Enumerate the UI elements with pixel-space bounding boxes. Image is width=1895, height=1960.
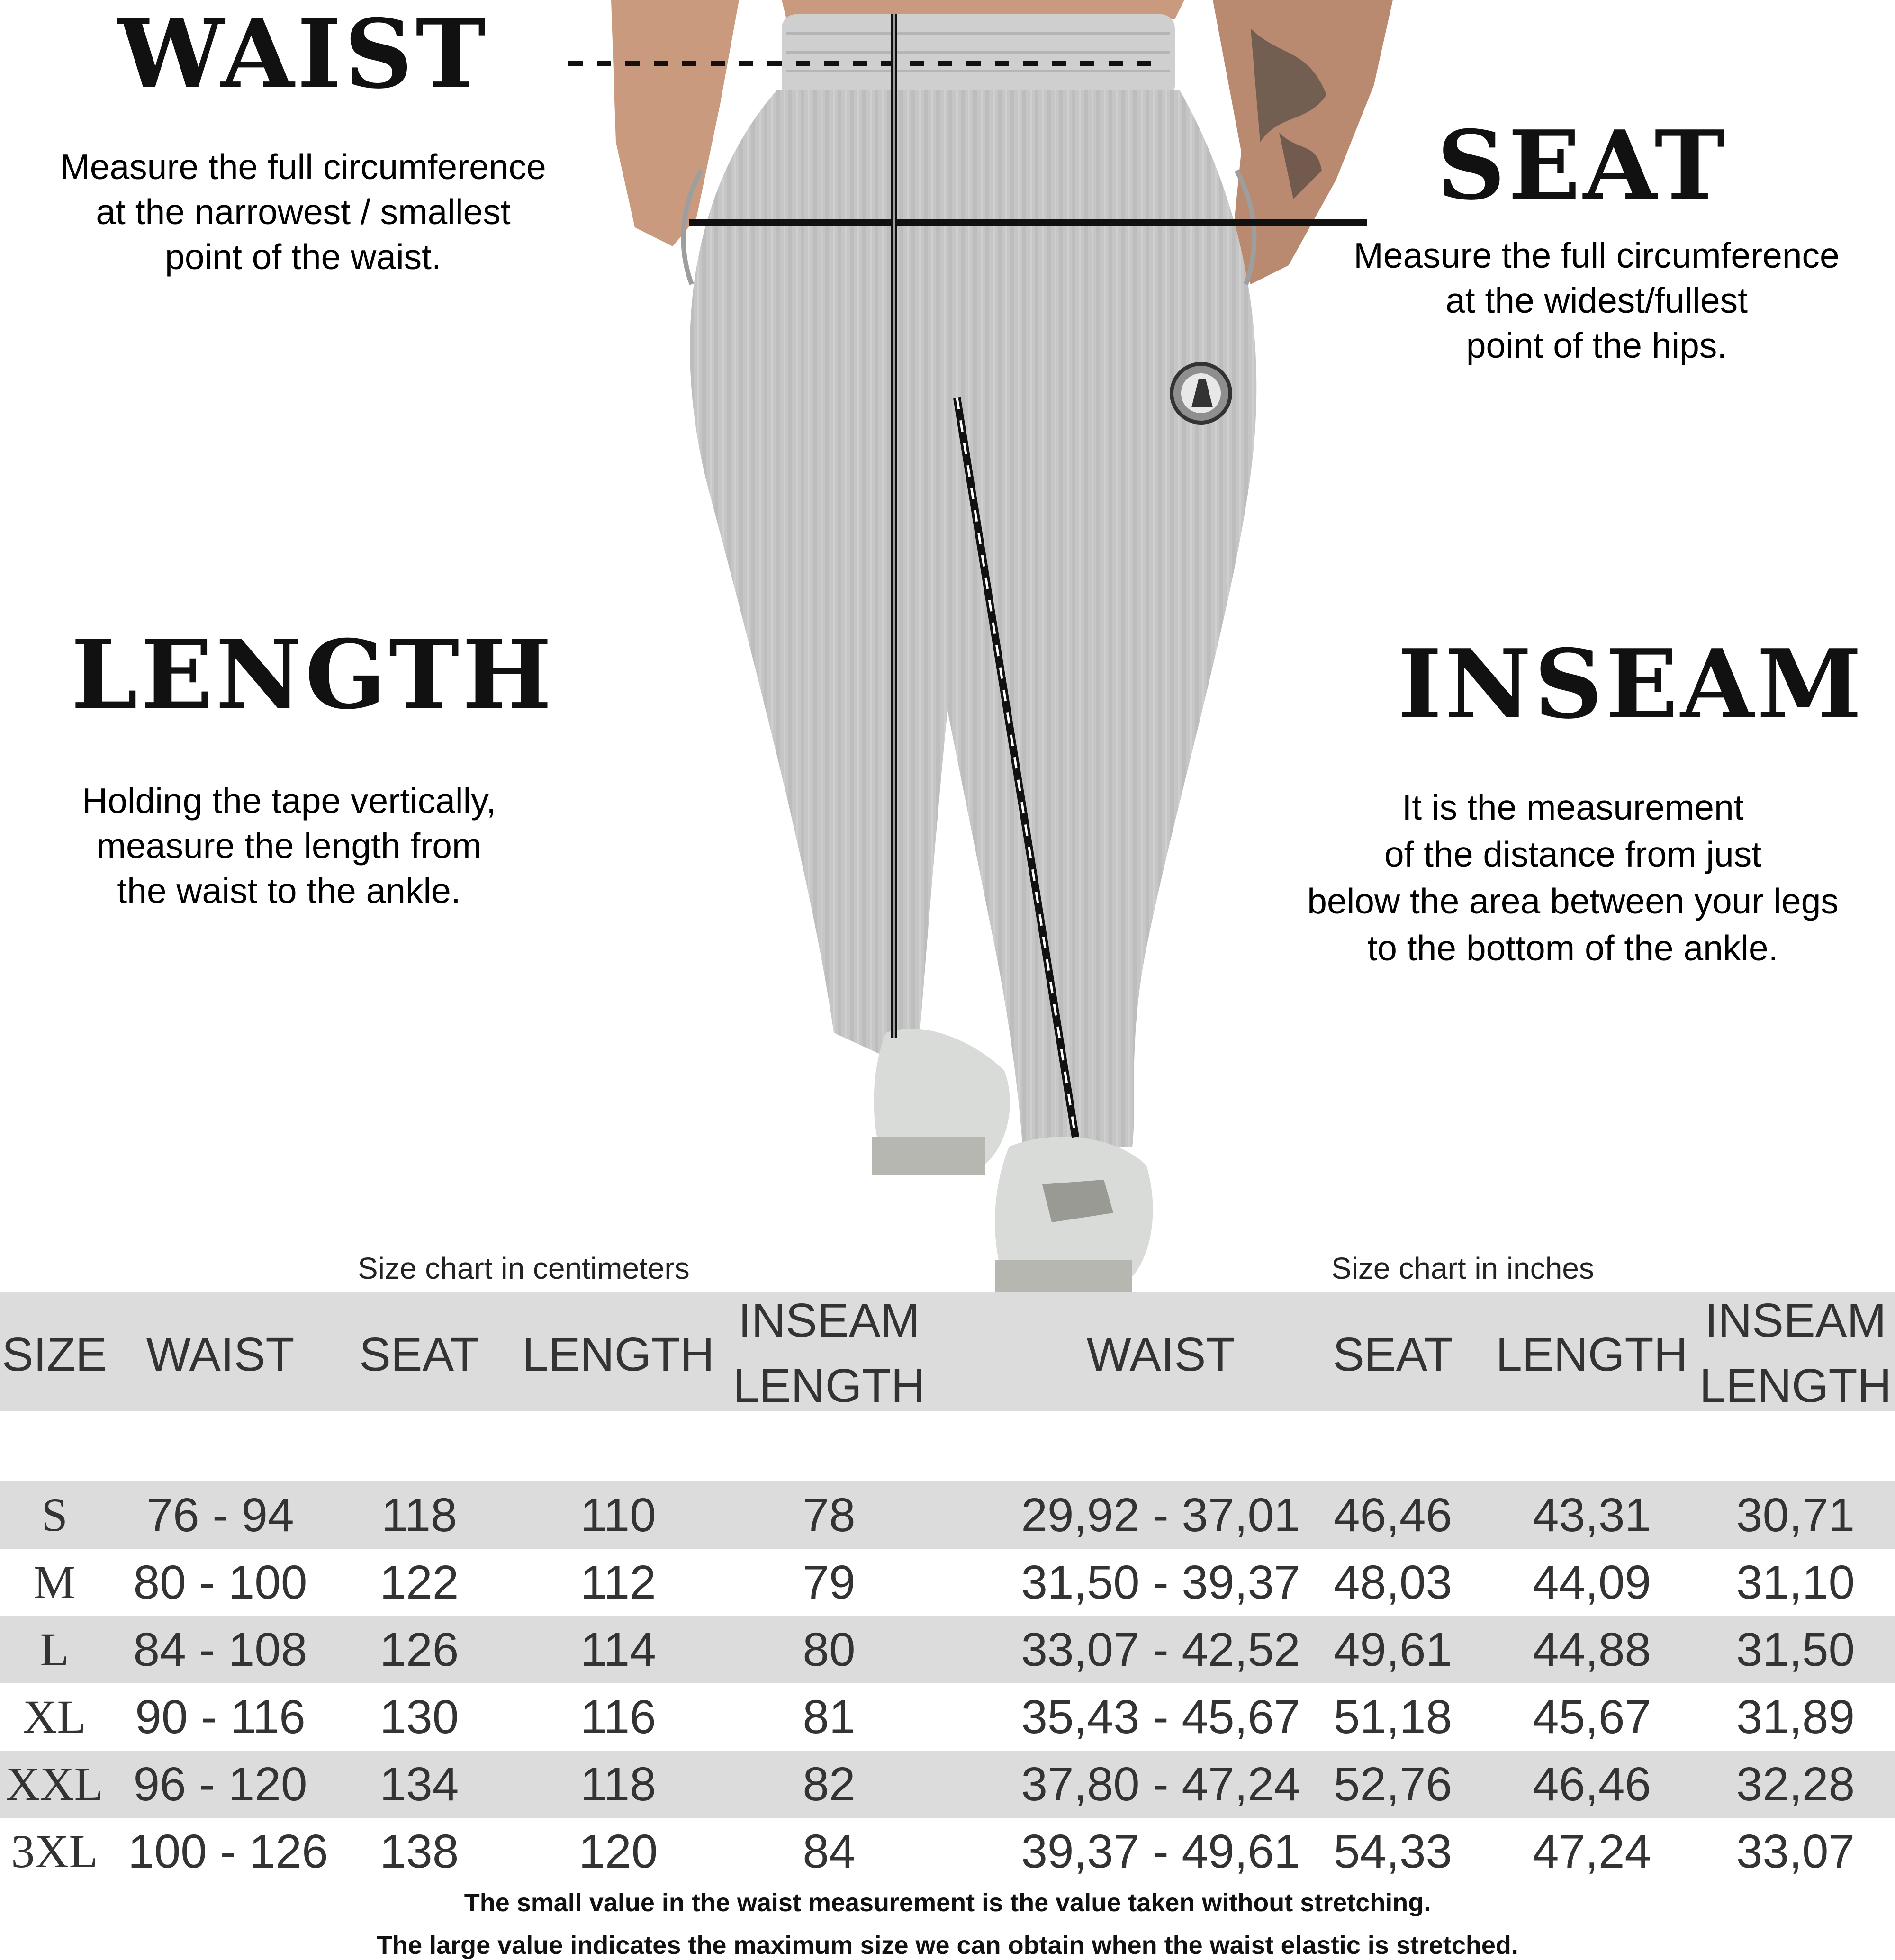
header-seat-in: SEAT [1333,1328,1453,1381]
cell-inseam-in: 31,50 [1736,1623,1855,1676]
cell-size: XXL [6,1758,103,1810]
cell-inseam-in: 30,71 [1736,1489,1855,1542]
cell-inseam-cm: 84 [803,1825,856,1878]
cell-waist-in: 29,92 - 37,01 [1021,1489,1300,1542]
cell-waist-cm: 100 - 126 [128,1825,328,1878]
seat-description [1298,233,1895,368]
header-waist-in: WAIST [1086,1328,1235,1381]
seat-desc-line: Measure the full circumference [1354,235,1840,275]
cell-length-cm: 118 [580,1758,656,1811]
cell-waist-cm: 84 - 108 [133,1623,307,1676]
header-inseam-line: INSEAM [738,1294,920,1347]
inseam-desc-line: to the bottom of the ankle. [1367,928,1778,968]
length-desc-line: measure the length from [96,826,482,866]
cell-inseam-in: 31,10 [1736,1556,1855,1609]
cell-seat-cm: 134 [379,1758,459,1811]
cell-size: XL [23,1690,86,1743]
cell-length-in: 44,88 [1532,1623,1651,1676]
seat-desc-line: point of the hips. [1466,325,1727,365]
cell-waist-cm: 90 - 116 [135,1690,306,1743]
header-seat-cm: SEAT [359,1328,479,1381]
cell-size: M [33,1556,76,1608]
inseam-description [1260,784,1886,972]
cell-length-cm: 120 [578,1825,658,1878]
cell-seat-cm: 138 [379,1825,459,1878]
cell-waist-cm: 96 - 120 [133,1758,307,1811]
cell-seat-in: 52,76 [1333,1758,1453,1811]
inseam-desc-line: below the area between your legs [1307,881,1839,921]
cell-waist-in: 39,37 - 49,61 [1021,1825,1300,1878]
cell-seat-in: 46,46 [1333,1489,1453,1542]
header-waist-cm: WAIST [146,1328,295,1381]
footnote-large-value: The large value indicates the maximum size we can obtain when the waist elastic is stretched. [377,1931,1518,1960]
waist-desc-line: Measure the full circumference [60,147,546,187]
seat-title: SEAT [1437,110,1728,221]
inseam-desc-line: of the distance from just [1384,834,1762,874]
table-row [0,1616,1895,1683]
header-inseam-in [1696,1288,1895,1418]
table-row [0,1549,1895,1616]
cell-inseam-cm: 80 [803,1623,856,1676]
cell-seat-cm: 118 [381,1489,457,1542]
cell-length-in: 46,46 [1532,1758,1651,1811]
table-row [0,1481,1895,1549]
header-length-cm: LENGTH [522,1328,714,1381]
header-size: SIZE [1,1328,108,1381]
cell-length-cm: 114 [580,1623,656,1676]
header-inseam-cm [725,1288,933,1418]
header-inseam-line: INSEAM [1705,1294,1886,1347]
cell-length-cm: 110 [580,1489,656,1542]
waist-description [0,145,606,280]
length-description [0,778,578,913]
waist-desc-line: point of the waist. [165,237,442,277]
cell-length-in: 47,24 [1532,1825,1651,1878]
cell-length-in: 45,67 [1532,1690,1651,1743]
cell-length-cm: 112 [580,1556,656,1609]
cell-waist-in: 33,07 - 42,52 [1021,1623,1300,1676]
header-inseam-line: LENGTH [733,1359,925,1412]
cell-length-cm: 116 [580,1690,656,1743]
cell-inseam-in: 32,28 [1736,1758,1855,1811]
inseam-title: INSEAM [1398,629,1865,740]
cell-seat-cm: 122 [379,1556,459,1609]
cell-waist-in: 37,80 - 47,24 [1021,1758,1300,1811]
cell-inseam-cm: 82 [803,1758,856,1811]
table-row [0,1683,1895,1751]
caption-centimeters: Size chart in centimeters [358,1251,690,1285]
length-desc-line: the waist to the ankle. [117,871,461,911]
waist-desc-line: at the narrowest / smallest [96,192,511,232]
cell-waist-cm: 76 - 94 [146,1489,294,1542]
caption-inches: Size chart in inches [1331,1251,1594,1285]
cell-seat-in: 51,18 [1333,1690,1453,1743]
cell-seat-in: 49,61 [1333,1623,1453,1676]
seat-desc-line: at the widest/fullest [1445,280,1748,320]
cell-waist-in: 31,50 - 39,37 [1021,1556,1300,1609]
cell-size: S [41,1489,68,1541]
cell-size: L [40,1623,69,1676]
cell-waist-in: 35,43 - 45,67 [1021,1690,1300,1743]
length-title: LENGTH [71,619,555,731]
cell-inseam-in: 31,89 [1736,1690,1855,1743]
inseam-desc-line: It is the measurement [1402,787,1744,827]
cell-seat-cm: 126 [379,1623,459,1676]
waist-title: WAIST [117,0,489,110]
cell-waist-cm: 80 - 100 [133,1556,307,1609]
cell-seat-cm: 130 [379,1690,459,1743]
length-desc-line: Holding the tape vertically, [81,781,496,821]
table-row [0,1751,1895,1818]
cell-inseam-cm: 79 [803,1556,856,1609]
cell-inseam-in: 33,07 [1736,1825,1855,1878]
table-row [0,1818,1895,1885]
cell-size: 3XL [11,1825,98,1878]
brand-logo-icon [1172,364,1230,423]
header-length-in: LENGTH [1496,1328,1688,1381]
header-inseam-line: LENGTH [1699,1359,1892,1412]
footnote-small-value: The small value in the waist measurement is the value taken without stretching. [464,1888,1431,1917]
cell-seat-in: 54,33 [1333,1825,1453,1878]
cell-length-in: 44,09 [1532,1556,1651,1609]
cell-length-in: 43,31 [1532,1489,1651,1542]
cell-seat-in: 48,03 [1333,1556,1453,1609]
cell-inseam-cm: 78 [803,1489,856,1542]
cell-inseam-cm: 81 [803,1690,856,1743]
